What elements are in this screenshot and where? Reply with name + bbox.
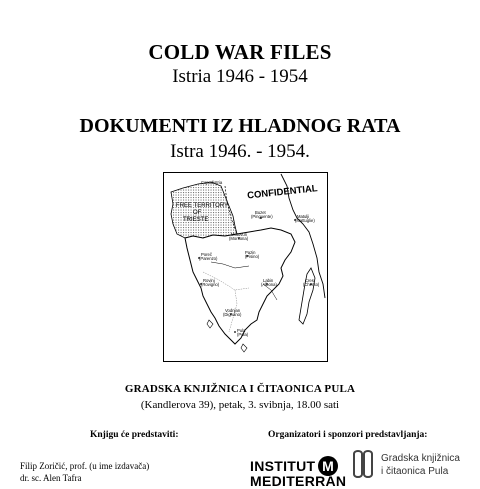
place-label: Buzet — [255, 210, 266, 215]
place-label: Capodistria — [201, 180, 223, 185]
organizers-heading: Organizatori i sponzori predstavljanja: — [268, 430, 428, 440]
place-label: (Dignano) — [223, 312, 242, 317]
institut-logo-text: MEDITERRAN — [250, 473, 347, 489]
place-label: Pazin — [245, 250, 256, 255]
institut-logo-text: INSTITUT — [250, 458, 316, 474]
place-label: Cres — [305, 278, 314, 283]
place-label: Matulji — [297, 214, 310, 219]
title-english: COLD WAR FILES — [148, 40, 332, 64]
institut-m-icon: M — [318, 456, 338, 476]
venue-name: GRADSKA KNJIŽNICA I ČITAONICA PULA — [124, 383, 356, 395]
presenter-name: dr. sc. Alen Tafra — [20, 473, 82, 483]
place-label: (Montona) — [229, 236, 249, 241]
place-label: (Cherso) — [303, 282, 320, 287]
subtitle-english: Istria 1946 - 1954 — [172, 66, 308, 87]
place-label: Poreč — [201, 252, 212, 257]
istria-map-drawing — [163, 172, 328, 362]
place-label: (Mattuglie) — [295, 218, 315, 223]
place-label: (Pinguente) — [251, 214, 273, 219]
free-territory-label: TRIESTE — [183, 217, 209, 223]
place-label: Motovun — [231, 232, 248, 237]
library-logo-text: i čitaonica Pula — [381, 466, 449, 477]
library-logo-icon — [350, 448, 376, 480]
free-territory-label: OF — [193, 210, 202, 216]
confidential-stamp-text: CONFIDENTIAL — [246, 183, 319, 202]
place-label: (Rovigno) — [201, 282, 220, 287]
istria-map — [163, 172, 328, 362]
place-label: Labin — [263, 278, 274, 283]
place-dot — [234, 331, 236, 333]
place-label: Rovinj — [203, 278, 215, 283]
subtitle-croatian: Istra 1946. - 1954. — [170, 141, 310, 162]
place-label: Pula — [237, 328, 246, 333]
free-territory-label: FREE TERRITORY — [176, 203, 229, 209]
place-label: (Parenzo) — [199, 256, 218, 261]
presenters-heading: Knjigu će predstaviti: — [90, 430, 179, 440]
title-croatian: DOKUMENTI IZ HLADNOG RATA — [79, 115, 401, 137]
place-label: (Pisino) — [245, 254, 260, 259]
presenter-name: Filip Zoričić, prof. (u ime izdavača) — [20, 461, 150, 471]
place-label: Vodnjan — [225, 308, 241, 313]
place-label: (Albona) — [261, 282, 277, 287]
place-label: (Pola) — [237, 332, 249, 337]
library-logo-text: Gradska knjižnica — [381, 453, 460, 464]
venue-details: (Kandlerova 39), petak, 3. svibnja, 18.00 sati — [140, 399, 340, 411]
